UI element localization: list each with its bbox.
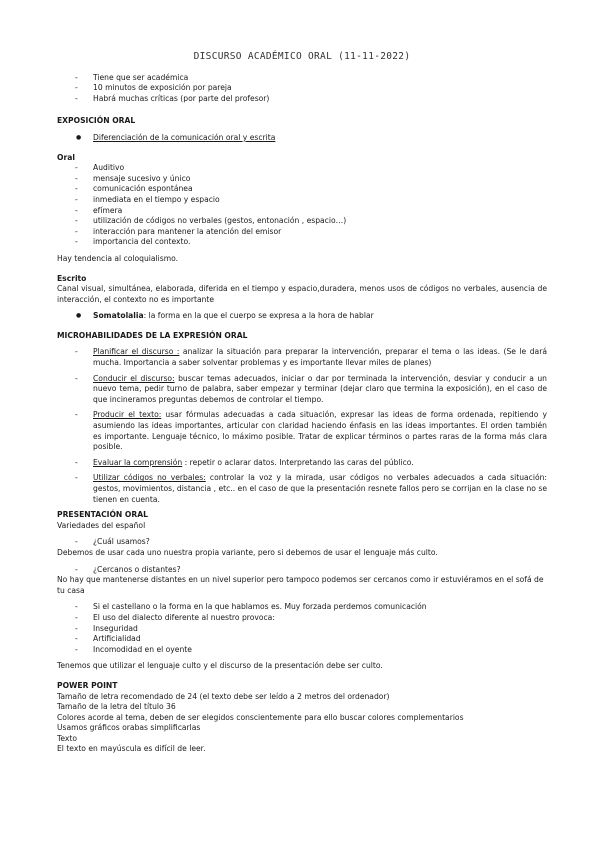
item-text: buscar temas adecuados, iniciar o dar por terminada la intervención, desviar y conducir a un nuevo tema, pedir turno de palabra, saber empezar y terminar (dejar claro que termina la exposición), en el caso de que incineramos preguntas debemos de controlar el tiempo. [93, 373, 547, 404]
list-item: - Tiene que ser académica [57, 73, 547, 84]
list-item [57, 473, 547, 505]
list-item: - Si el castellano o la forma en la que hablamos es. Muy forzada perdemos comunicación [57, 602, 547, 613]
bullet-term: Somatolalia [93, 311, 144, 321]
list-item [57, 374, 547, 406]
list-item [57, 347, 547, 368]
text-line: El texto en mayúscula es difícil de leer. [57, 744, 206, 754]
text-line: Usamos gráficos orabas simplificarlas [57, 723, 201, 733]
bullet-text: : la forma en la que el cuerpo se expresa a la hora de hablar [143, 311, 374, 321]
list-item: - Inseguridad [57, 624, 547, 635]
question-item: - ¿Cuál usamos? [57, 537, 547, 548]
item-text: : repetir o aclarar datos. Interpretando las caras del público. [182, 457, 414, 467]
escrito-text: Canal visual, simultánea, elaborada, diferida en el tiempo y espacio,duradera, menos usos de códigos no verbales, ausencia de interacción, el contexto no es importante [57, 284, 547, 304]
list-item: - efímera [57, 206, 547, 217]
powerpoint-lines [57, 692, 547, 756]
section-heading-oral: Oral [57, 152, 75, 162]
bullet-text: Diferenciación de la comunicación oral y escrita [93, 132, 276, 142]
item-text: controlar la voz y la mirada, usar códigos no verbales adecuados a cada situación: gestos, movimientos, distancia , etc.. en el caso de que la presentación resnete fallos pero se corrijan en la clase no se tienen en cuenta. [93, 473, 547, 504]
bullet-item [57, 311, 547, 322]
text-line: Tamaño de letra recomendado de 24 (el texto debe ser leído a 2 metros del ordenador) [57, 691, 390, 701]
oral-note: Hay tendencia al coloquialismo. [57, 253, 179, 263]
presentacion-subtitle: Variedades del español [57, 520, 146, 530]
list-item: - importancia del contexto. [57, 237, 547, 248]
list-item [57, 410, 547, 452]
section-heading-powerpoint: POWER POINT [57, 680, 118, 690]
question-item: - ¿Cercanos o distantes? [57, 565, 547, 576]
document-title: DISCURSO ACADÉMICO ORAL (11-11-2022) [193, 51, 411, 62]
answer-text: No hay que mantenerse distantes en un nivel superior pero tampoco podemos ser cercanos como ir estuviéramos en el sofá de tu casa [57, 575, 544, 595]
list-item: - utilización de códigos no verbales (gestos, entonación , espacio…) [57, 216, 547, 227]
text-line: Colores acorde al tema, deben de ser elegidos conscientemente para ello buscar colores complementarios [57, 712, 464, 722]
item-term: Conducir el discurso: [93, 373, 175, 383]
item-term: Planificar el discurso : [93, 347, 180, 357]
list-item: - interacción para mantener la atención del emisor [57, 227, 547, 238]
item-text: usar fórmulas adecuadas a cada situación, expresar las ideas de forma ordenada, repitiendo y asumiendo las ideas importantes, articular con claridad haciendo énfasis en las ideas importantes. El orden también es importante. Lenguaje técnico, lo máximo posible. Tratar de explicar términos o partes raras de la forma más clara posible. [93, 410, 547, 452]
document-page [57, 52, 547, 755]
intro-list [57, 73, 547, 105]
section-heading-presentacion: PRESENTACIÓN ORAL [57, 510, 148, 520]
oral-list [57, 163, 547, 248]
list-item: - comunicación espontánea [57, 184, 547, 195]
list-item: - Incomodidad en el oyente [57, 645, 547, 656]
text-line: Tamaño de la letra del título 36 [57, 702, 176, 712]
list-item: - mensaje sucesivo y único [57, 174, 547, 185]
item-term: Evaluar la comprensión [93, 457, 183, 467]
presentacion-closing: Tenemos que utilizar el lenguaje culto y el discurso de la presentación debe ser culto. [57, 661, 383, 671]
presentacion-list [57, 602, 547, 655]
item-term: Utilizar códigos no verbales: [93, 473, 206, 483]
list-item: - inmediata en el tiempo y espacio [57, 195, 547, 206]
list-item: - Artificialidad [57, 634, 547, 645]
answer-text: Debemos de usar cada uno nuestra propia variante, pero si debemos de usar el lenguaje más culto. [57, 547, 438, 557]
section-heading-exposicion: EXPOSICIÓN ORAL [57, 116, 136, 126]
text-line: Texto [57, 733, 78, 743]
list-item [57, 458, 547, 469]
micro-list [57, 347, 547, 505]
section-heading-escrito: Escrito [57, 273, 87, 283]
list-item: - 10 minutos de exposición por pareja [57, 83, 547, 94]
item-term: Producir el texto: [93, 410, 162, 420]
list-item: - Auditivo [57, 163, 547, 174]
section-heading-micro: MICROHABILIDADES DE LA EXPRESIÓN ORAL [57, 330, 248, 340]
list-item: - El uso del dialecto diferente al nuestro provoca: [57, 613, 547, 624]
bullet-item [57, 133, 547, 144]
item-text: analizar la situación para preparar la intervención, preparar el tema o las ideas. (Se le dará mucha. Importancia a saber solventar problemas y es importante llevar miles de planes) [93, 347, 547, 368]
list-item: - Habrá muchas críticas (por parte del profesor) [57, 94, 547, 105]
